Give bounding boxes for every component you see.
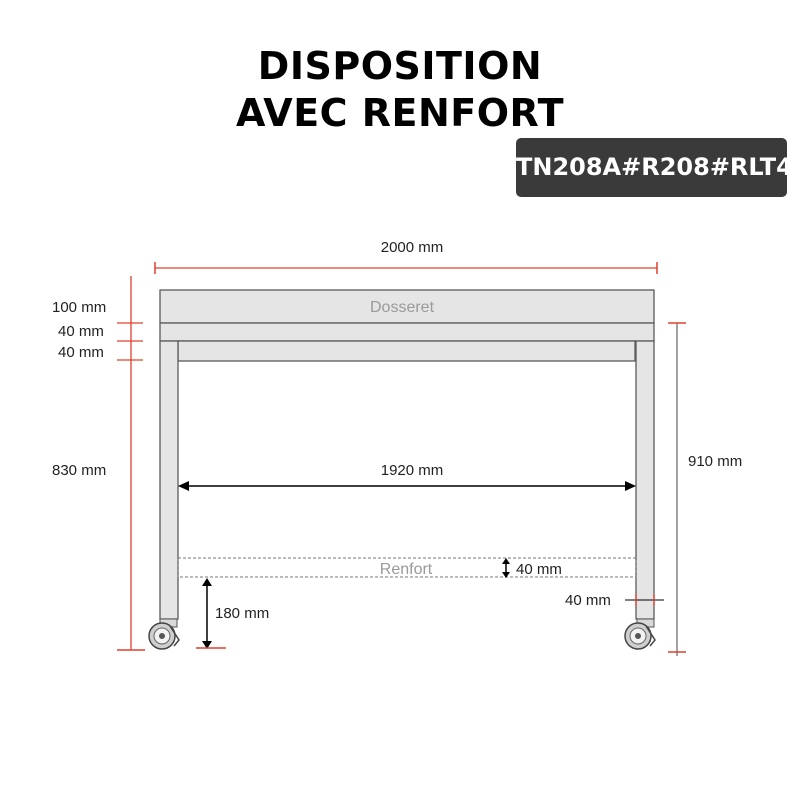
inner-width-label: 1920 mm xyxy=(380,462,444,479)
table-height-label: 910 mm xyxy=(688,453,743,470)
right-leg xyxy=(636,341,654,619)
reinforcement-height-label: 40 mm xyxy=(516,561,562,578)
reinforcement-height-arrow-down xyxy=(502,572,510,578)
left-caster-wheel xyxy=(149,619,179,649)
overall-width-label: 2000 mm xyxy=(380,239,444,256)
left-leg xyxy=(160,341,178,619)
backsplash-label: Dosseret xyxy=(369,299,435,316)
backsplash-height-label: 100 mm xyxy=(52,299,107,316)
diagram-title-line-1: DISPOSITION xyxy=(257,44,543,88)
diagram-title-line-2: AVEC RENFORT xyxy=(235,91,565,135)
worktop xyxy=(160,323,654,341)
reinforcement-label: Renfort xyxy=(379,561,433,578)
floor-clearance-arrow-up xyxy=(202,578,212,586)
floor-clearance-label: 180 mm xyxy=(215,605,270,622)
apron-frame xyxy=(178,341,635,361)
leg-height-label: 830 mm xyxy=(52,462,107,479)
top-thickness-label: 40 mm xyxy=(58,323,104,340)
inner-width-arrow-left xyxy=(178,481,189,491)
apron-height-label: 40 mm xyxy=(58,344,104,361)
inner-width-arrow-right xyxy=(625,481,636,491)
reinforcement-height-arrow-up xyxy=(502,558,510,564)
right-caster-wheel xyxy=(625,619,655,649)
product-code-badge: TN208A#R208#RLT4 xyxy=(516,138,787,197)
leg-width-label: 40 mm xyxy=(565,592,611,609)
